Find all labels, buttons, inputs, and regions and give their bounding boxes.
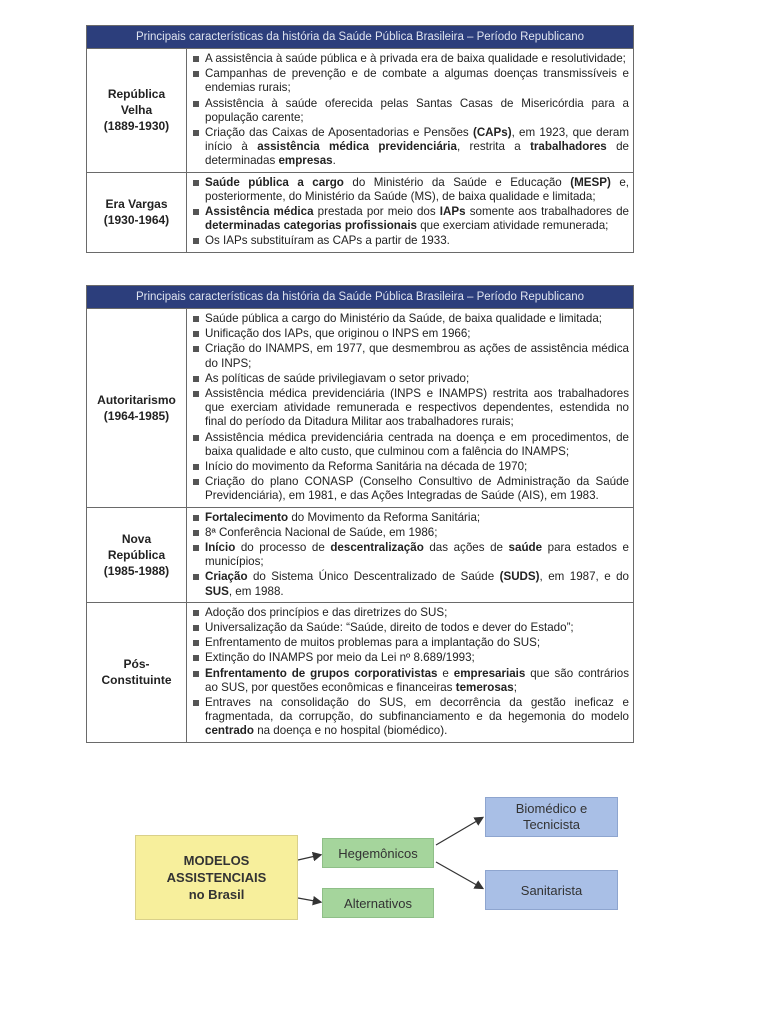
characteristic-item: Criação do INAMPS, em 1977, que desmembrou as ações de assistência médica do INPS; bbox=[193, 342, 629, 370]
period-label bbox=[87, 173, 187, 252]
period-label-line: Nova bbox=[121, 531, 152, 546]
table-row-era-vargas bbox=[87, 172, 633, 252]
characteristics-list bbox=[187, 49, 633, 172]
characteristic-item: Adoção dos princípios e das diretrizes do SUS; bbox=[193, 606, 629, 620]
characteristic-item: Início do movimento da Reforma Sanitária na década de 1970; bbox=[193, 460, 629, 474]
biomedical-box-line: Tecnicista bbox=[522, 817, 581, 832]
arrow-to-sanitarist bbox=[436, 862, 482, 888]
characteristic-item: Criação do plano CONASP (Conselho Consultivo de Administração da Saúde Previdenciária), em 1981, e das Ações Integradas de Saúde (AIS), em 1983. bbox=[193, 475, 629, 503]
table-header: Principais características da história da Saúde Pública Brasileira – Período Republicano bbox=[87, 26, 633, 48]
characteristics-list bbox=[187, 309, 633, 507]
characteristic-item: Fortalecimento do Movimento da Reforma Sanitária; bbox=[193, 511, 629, 525]
characteristics-list bbox=[187, 603, 633, 742]
period-label-line: República bbox=[107, 87, 166, 102]
characteristic-item: Entraves na consolidação do SUS, em decorrência da gestão ineficaz e fragmentada, da corrupção, do subfinanciamento e da hegemonia do modelo centrado na doença e no hospital (biomédico). bbox=[193, 696, 629, 739]
period-label-line: (1964-1985) bbox=[103, 408, 170, 423]
period-label-line: (1985-1988) bbox=[103, 563, 170, 578]
characteristic-item: Unificação dos IAPs, que originou o INPS em 1966; bbox=[193, 327, 629, 341]
period-label-line: (1930-1964) bbox=[103, 213, 170, 228]
table-row-republica-velha bbox=[87, 48, 633, 172]
characteristic-item: Início do processo de descentralização das ações de saúde para estados e municípios; bbox=[193, 541, 629, 569]
period-label-line: República bbox=[107, 547, 166, 562]
characteristic-item: Enfrentamento de grupos corporativistas e empresariais que são contrários ao SUS, por questões econômicas e financeiras temerosas; bbox=[193, 667, 629, 695]
characteristics-list bbox=[187, 173, 633, 252]
characteristic-item: 8ª Conferência Nacional de Saúde, em 1986; bbox=[193, 526, 629, 540]
characteristic-item: Assistência médica previdenciária centrada na doença e em procedimentos, de baixa qualidade e alto custo, que culminou com a falência do INAMPS; bbox=[193, 431, 629, 459]
characteristic-item: As políticas de saúde privilegiavam o setor privado; bbox=[193, 372, 629, 386]
period-label bbox=[87, 508, 187, 602]
table-republican-period-1 bbox=[86, 25, 634, 253]
table-row-nova-republica bbox=[87, 507, 633, 602]
characteristic-item: Assistência à saúde oferecida pelas Santas Casas de Misericórdia para a população carente; bbox=[193, 97, 629, 125]
models-box-line: no Brasil bbox=[188, 887, 245, 902]
period-label-line: Pós- bbox=[123, 657, 150, 672]
characteristic-item: Campanhas de prevenção e de combate a algumas doenças transmissíveis e endemias rurais; bbox=[193, 67, 629, 95]
characteristic-item: A assistência à saúde pública e à privada era de baixa qualidade e resolutividade; bbox=[193, 52, 629, 66]
period-label-line: Era Vargas bbox=[105, 197, 168, 212]
models-box-line: ASSISTENCIAIS bbox=[166, 870, 267, 885]
period-label-line: (1889-1930) bbox=[103, 119, 170, 134]
table-row-pos-constituinte bbox=[87, 602, 633, 742]
arrow-to-biomedical bbox=[436, 818, 482, 845]
characteristics-list bbox=[187, 508, 633, 602]
models-box bbox=[135, 835, 298, 920]
period-label bbox=[87, 49, 187, 172]
table-row-autoritarismo bbox=[87, 308, 633, 507]
characteristic-item: Assistência médica previdenciária (INPS e INAMPS) restrita aos trabalhadores que exerciam atividade remunerada e respectivos dependentes, estendida no final do período da Ditadura Militar aos trabalhadores rurais; bbox=[193, 387, 629, 430]
arrow-to-alternative bbox=[298, 898, 320, 902]
characteristic-item: Extinção do INAMPS por meio da Lei nº 8.689/1993; bbox=[193, 651, 629, 665]
arrow-to-hegemonic bbox=[298, 855, 320, 860]
sanitarist-box: Sanitarista bbox=[485, 870, 618, 910]
characteristic-item: Os IAPs substituíram as CAPs a partir de 1933. bbox=[193, 234, 629, 248]
characteristic-item: Saúde pública a cargo do Ministério da Saúde e Educação (MESP) e, posteriormente, do Ministério da Saúde (MS), de baixa qualidade e limitada; bbox=[193, 176, 629, 204]
hegemonic-box: Hegemônicos bbox=[322, 838, 434, 868]
period-label-line: Velha bbox=[120, 103, 153, 118]
characteristic-item: Assistência médica prestada por meio dos IAPs somente aos trabalhadores de determinadas categorias profissionais que exerciam atividade remunerada; bbox=[193, 205, 629, 233]
alternative-box: Alternativos bbox=[322, 888, 434, 918]
table-header: Principais características da história da Saúde Pública Brasileira – Período Republicano bbox=[87, 286, 633, 308]
period-label bbox=[87, 309, 187, 507]
models-box-line: MODELOS bbox=[183, 853, 250, 868]
characteristic-item: Saúde pública a cargo do Ministério da Saúde, de baixa qualidade e limitada; bbox=[193, 312, 629, 326]
period-label-line: Constituinte bbox=[101, 673, 172, 688]
period-label-line: Autoritarismo bbox=[97, 392, 176, 407]
characteristic-item: Enfrentamento de muitos problemas para a implantação do SUS; bbox=[193, 636, 629, 650]
biomedical-box-line: Biomédico e bbox=[515, 801, 588, 816]
period-label bbox=[87, 603, 187, 742]
characteristic-item: Criação do Sistema Único Descentralizado de Saúde (SUDS), em 1987, e do SUS, em 1988. bbox=[193, 570, 629, 598]
characteristic-item: Universalização da Saúde: “Saúde, direito de todos e dever do Estado”; bbox=[193, 621, 629, 635]
table-republican-period-2 bbox=[86, 285, 634, 743]
care-models-diagram bbox=[0, 790, 768, 940]
characteristic-item: Criação das Caixas de Aposentadorias e Pensões (CAPs), em 1923, que deram início à assistência médica previdenciária, restrita a trabalhadores de determinadas empresas. bbox=[193, 126, 629, 169]
biomedical-box bbox=[485, 797, 618, 837]
